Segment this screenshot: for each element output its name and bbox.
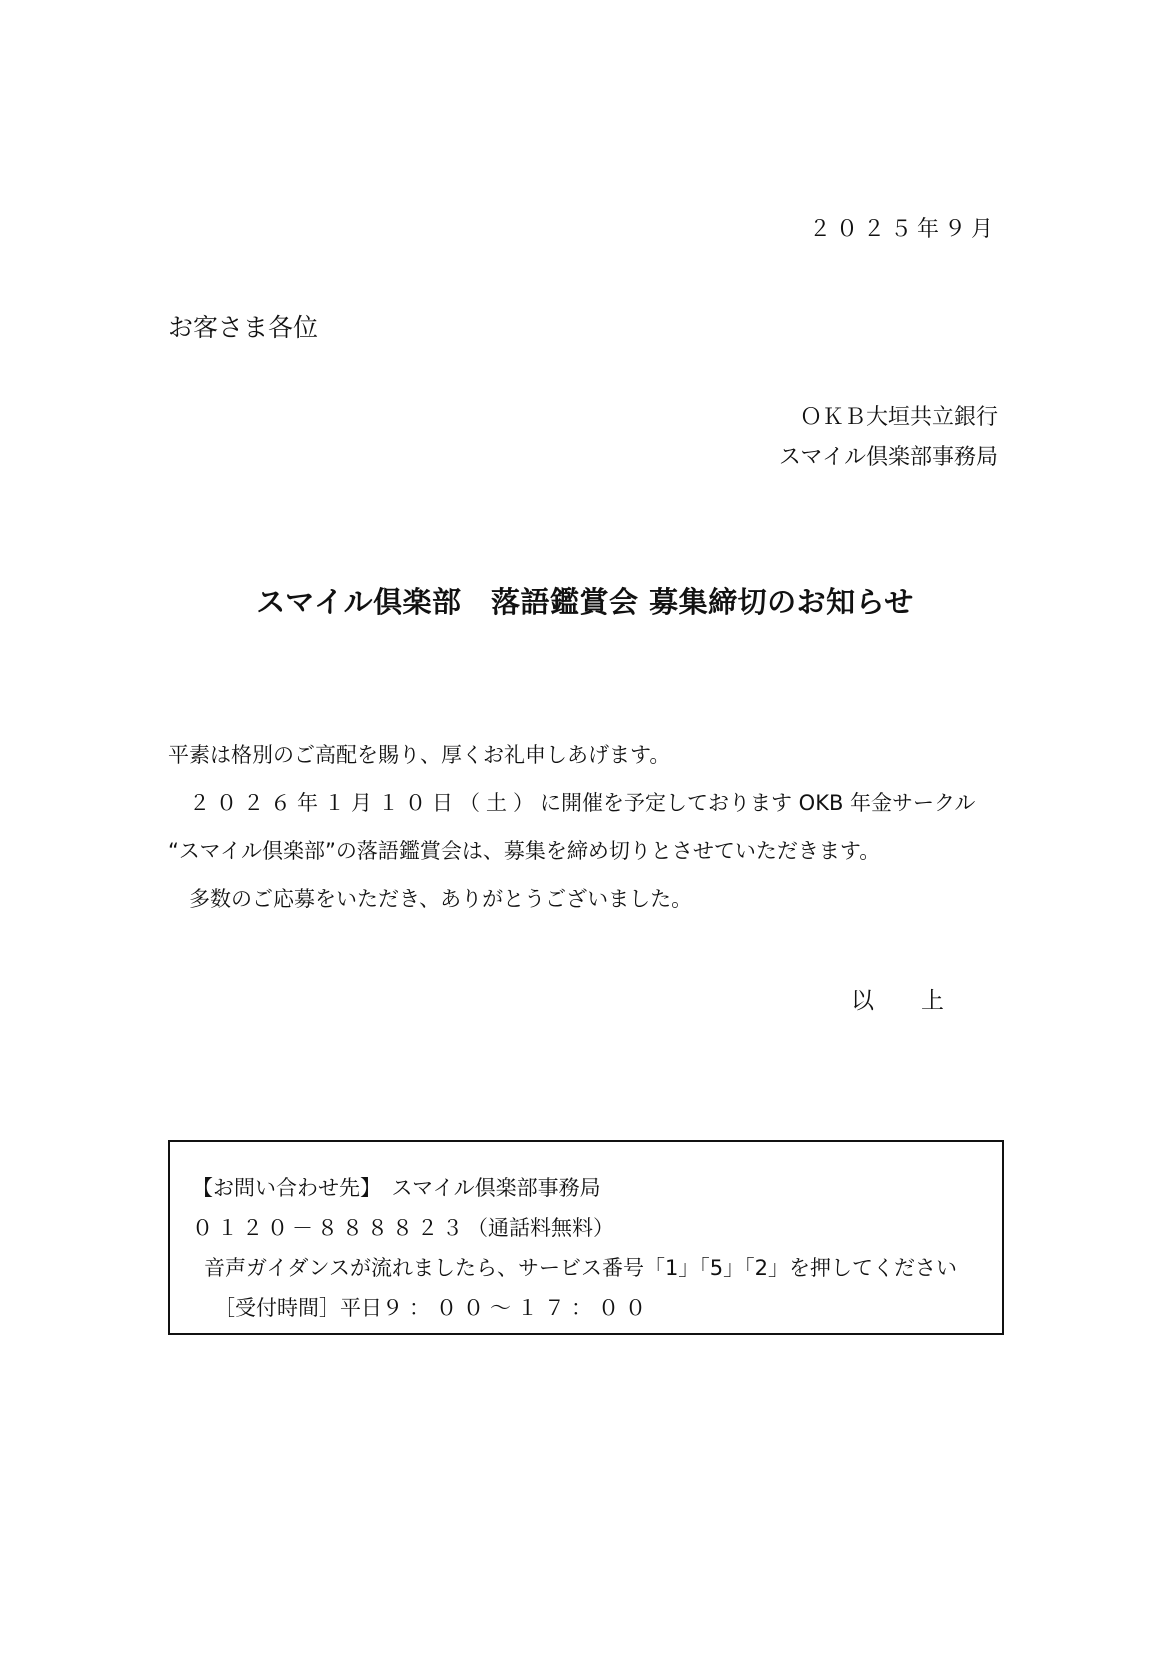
contact-label: 【お問い合わせ先】 スマイル倶楽部事務局	[192, 1176, 601, 1200]
document-date: ２０２５年９月	[808, 217, 998, 242]
sender-organization: ＯＫＢ大垣共立銀行	[799, 405, 998, 430]
closing-announcement-line: “スマイル倶楽部”の落語鑑賞会は、募集を締め切りとさせていただきます。	[168, 839, 881, 863]
phone-number: ０１２０－８８８８２３	[192, 1216, 467, 1240]
notice-title: スマイル倶楽部 落語鑑賞会 募集締切のお知らせ	[256, 585, 914, 619]
addressee: お客さま各位	[168, 313, 319, 342]
hours-line	[214, 1292, 652, 1322]
event-date: ２０２６年１月１０日（土）	[189, 791, 540, 815]
hours-label: ［受付時間］平日	[214, 1296, 382, 1320]
thanks-text: 多数のご応募をいただき、ありがとうございました。	[189, 887, 693, 911]
contact-box	[168, 1140, 1004, 1335]
greeting-line: 平素は格別のご高配を賜り、厚くお礼申しあげます。	[168, 743, 671, 767]
sender-block	[779, 398, 998, 478]
hours-time: ９：００～１７：００	[382, 1296, 652, 1320]
closing-mark: 以 上	[851, 988, 956, 1014]
phone-note: （通話料無料）	[467, 1216, 614, 1240]
contact-phone-line	[192, 1212, 614, 1242]
thanks-line	[168, 875, 1006, 923]
event-description: に開催を予定しております OKB 年金サークル	[540, 791, 976, 815]
sender-office: スマイル倶楽部事務局	[778, 445, 998, 470]
event-line	[168, 779, 1006, 827]
notice-body	[168, 731, 1006, 923]
guidance-line: 音声ガイダンスが流れましたら、サービス番号「1」「5」「2」を押してください	[204, 1256, 958, 1280]
